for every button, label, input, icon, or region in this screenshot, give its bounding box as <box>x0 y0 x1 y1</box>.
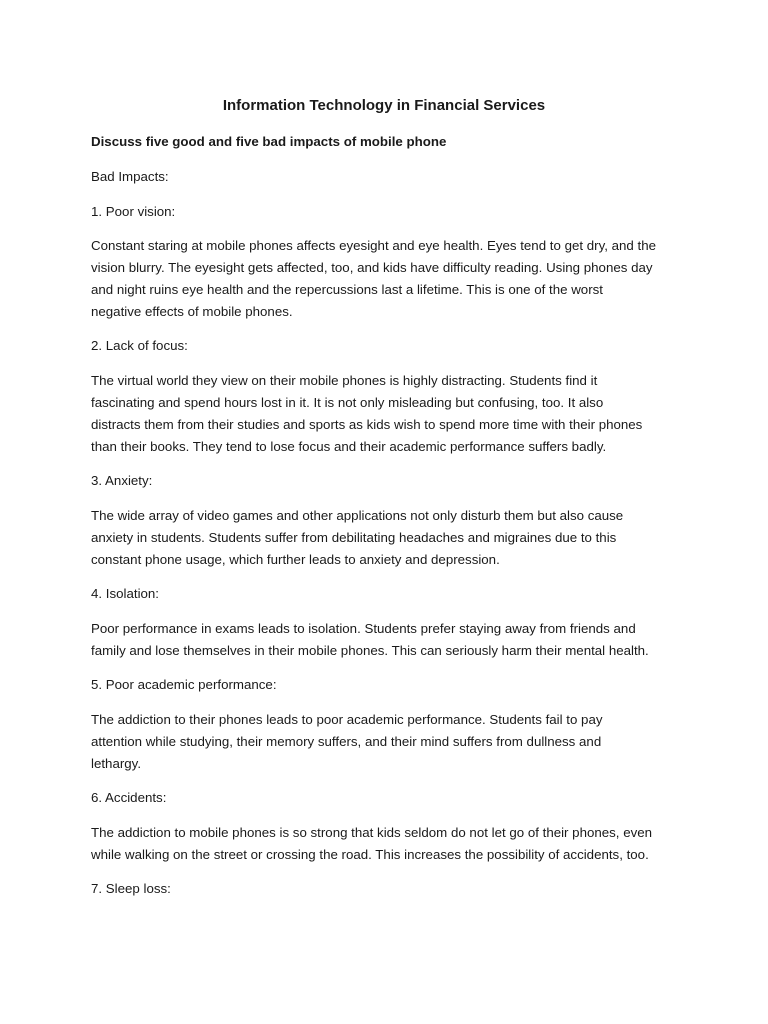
paragraph-line: lethargy. <box>91 756 142 771</box>
paragraph-line: while walking on the street or crossing the road. This increases the possibility of accidents, too. <box>91 847 649 862</box>
paragraph-line: and night ruins eye health and the repercussions last a lifetime. This is one of the worst <box>91 282 603 297</box>
item-heading: 5. Poor academic performance: <box>91 677 277 692</box>
paragraph-line: vision blurry. The eyesight gets affected, too, and kids have difficulty reading. Using phones day <box>91 260 653 275</box>
paragraph-line: The wide array of video games and other applications not only disturb them but also cause <box>91 508 624 523</box>
paragraph-line: negative effects of mobile phones. <box>91 304 293 319</box>
paragraph-line: constant phone usage, which further leads to anxiety and depression. <box>91 552 500 567</box>
paragraph-line: attention while studying, their memory suffers, and their mind suffers from dullness and <box>91 734 602 749</box>
assignment-question: Discuss five good and five bad impacts of mobile phone <box>91 134 447 149</box>
paragraph-line: The virtual world they view on their mobile phones is highly distracting. Students find it <box>91 373 598 388</box>
paragraph-line: family and lose themselves in their mobile phones. This can seriously harm their mental health. <box>91 643 649 658</box>
paragraph-line: than their books. They tend to lose focus and their academic performance suffers badly. <box>91 439 607 454</box>
paragraph-line: The addiction to mobile phones is so strong that kids seldom do not let go of their phones, even <box>91 825 653 840</box>
item-heading: 4. Isolation: <box>91 586 160 601</box>
item-heading: 6. Accidents: <box>91 790 167 805</box>
paragraph-line: Constant staring at mobile phones affects eyesight and eye health. Eyes tend to get dry, and the <box>91 238 656 253</box>
item-heading: 7. Sleep loss: <box>91 881 171 896</box>
paragraph-line: anxiety in students. Students suffer from debilitating headaches and migraines due to this <box>91 530 617 545</box>
item-heading: 3. Anxiety: <box>91 473 153 488</box>
paragraph-line: distracts them from their studies and sports as kids wish to spend more time with their phones <box>91 417 643 432</box>
document-title: Information Technology in Financial Services <box>222 97 546 114</box>
item-heading: 1. Poor vision: <box>91 204 176 219</box>
paragraph-line: fascinating and spend hours lost in it. It is not only misleading but confusing, too. It also <box>91 395 604 410</box>
paragraph-line: Poor performance in exams leads to isolation. Students prefer staying away from friends and <box>91 621 636 636</box>
section-label: Bad Impacts: <box>91 169 169 184</box>
item-heading: 2. Lack of focus: <box>91 338 188 353</box>
paragraph-line: The addiction to their phones leads to poor academic performance. Students fail to pay <box>91 712 603 727</box>
